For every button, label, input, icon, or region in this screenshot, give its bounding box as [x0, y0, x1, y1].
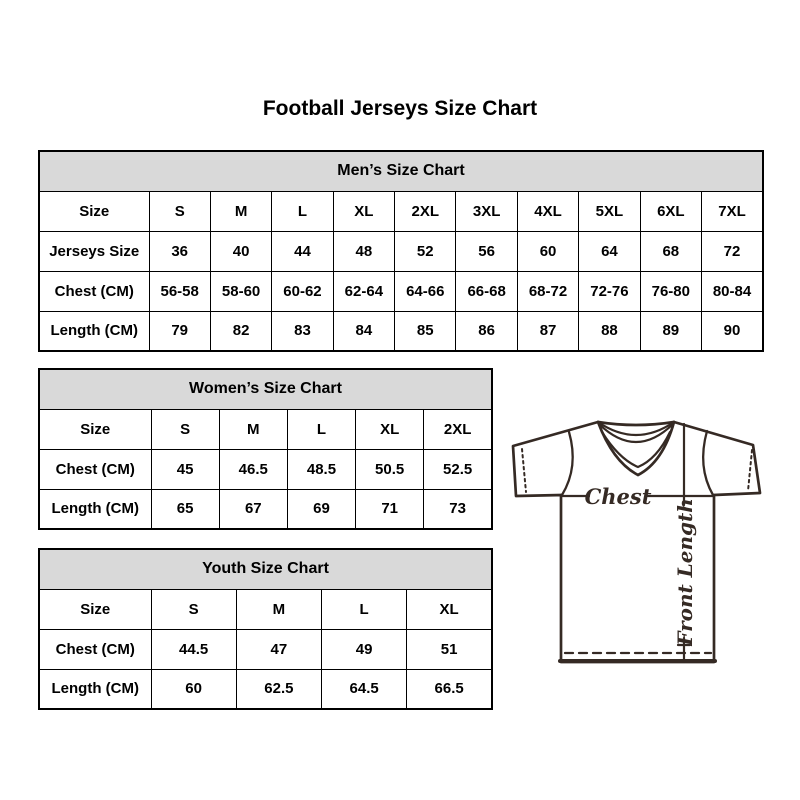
- data-cell: 60-62: [272, 271, 333, 311]
- row-label-cell: Size: [39, 589, 151, 629]
- women-table-row: [39, 409, 492, 449]
- data-cell: 65: [151, 489, 219, 529]
- data-cell: 44.5: [151, 629, 236, 669]
- left-sleeve-stitch-dotted: [522, 449, 526, 492]
- row-label-cell: Size: [39, 409, 151, 449]
- data-cell: L: [272, 191, 333, 231]
- men-table-row: [39, 231, 763, 271]
- data-cell: S: [149, 191, 210, 231]
- data-cell: XL: [407, 589, 492, 629]
- mens-size-table: [38, 150, 764, 352]
- data-cell: 45: [151, 449, 219, 489]
- row-label-cell: Size: [39, 191, 149, 231]
- data-cell: L: [322, 589, 407, 629]
- jersey-outline: [513, 422, 760, 662]
- data-cell: 72-76: [579, 271, 640, 311]
- youth-table-row: [39, 669, 492, 709]
- youth-table-header-row: [39, 549, 492, 589]
- data-cell: M: [219, 409, 287, 449]
- data-cell: 86: [456, 311, 517, 351]
- data-cell: 85: [395, 311, 456, 351]
- data-cell: 52.5: [424, 449, 492, 489]
- right-sleeve-stitch-dotted: [748, 450, 752, 491]
- right-armhole-seam: [703, 431, 713, 495]
- data-cell: 62-64: [333, 271, 394, 311]
- data-cell: 89: [640, 311, 701, 351]
- data-cell: 7XL: [702, 191, 763, 231]
- data-cell: 76-80: [640, 271, 701, 311]
- data-cell: 46.5: [219, 449, 287, 489]
- data-cell: 50.5: [356, 449, 424, 489]
- youth-table-row: [39, 589, 492, 629]
- men-table-row: [39, 271, 763, 311]
- data-cell: 60: [517, 231, 578, 271]
- data-cell: 71: [356, 489, 424, 529]
- data-cell: 82: [210, 311, 271, 351]
- data-cell: 48.5: [287, 449, 355, 489]
- data-cell: 79: [149, 311, 210, 351]
- data-cell: 51: [407, 629, 492, 669]
- page-title: Football Jerseys Size Chart: [262, 97, 538, 120]
- data-cell: XL: [356, 409, 424, 449]
- youth-size-table: [38, 548, 493, 710]
- data-cell: L: [287, 409, 355, 449]
- women-table-row: [39, 449, 492, 489]
- data-cell: 66.5: [407, 669, 492, 709]
- data-cell: S: [151, 409, 219, 449]
- left-armhole-seam: [562, 432, 573, 495]
- men-table-title: Men’s Size Chart: [39, 151, 763, 191]
- data-cell: 64.5: [322, 669, 407, 709]
- data-cell: 2XL: [424, 409, 492, 449]
- data-cell: 80-84: [702, 271, 763, 311]
- data-cell: 3XL: [456, 191, 517, 231]
- data-cell: 90: [702, 311, 763, 351]
- row-label-cell: Chest (CM): [39, 271, 149, 311]
- women-table-header-row: [39, 369, 492, 409]
- women-table-row: [39, 489, 492, 529]
- data-cell: 56: [456, 231, 517, 271]
- data-cell: 72: [702, 231, 763, 271]
- data-cell: 64-66: [395, 271, 456, 311]
- data-cell: 44: [272, 231, 333, 271]
- data-cell: 64: [579, 231, 640, 271]
- data-cell: 48: [333, 231, 394, 271]
- row-label-cell: Chest (CM): [39, 629, 151, 669]
- data-cell: 58-60: [210, 271, 271, 311]
- men-table-header-row: [39, 151, 763, 191]
- row-label-cell: Length (CM): [39, 311, 149, 351]
- data-cell: 2XL: [395, 191, 456, 231]
- data-cell: 84: [333, 311, 394, 351]
- data-cell: 60: [151, 669, 236, 709]
- data-cell: 83: [272, 311, 333, 351]
- data-cell: 66-68: [456, 271, 517, 311]
- data-cell: M: [210, 191, 271, 231]
- data-cell: 73: [424, 489, 492, 529]
- data-cell: 6XL: [640, 191, 701, 231]
- women-table-title: Women’s Size Chart: [39, 369, 492, 409]
- data-cell: 56-58: [149, 271, 210, 311]
- youth-table-row: [39, 629, 492, 669]
- row-label-cell: Jerseys Size: [39, 231, 149, 271]
- collar-band-arc-2: [599, 424, 673, 442]
- data-cell: 67: [219, 489, 287, 529]
- jersey-measurement-diagram: [503, 415, 763, 665]
- data-cell: 68: [640, 231, 701, 271]
- data-cell: 88: [579, 311, 640, 351]
- data-cell: 87: [517, 311, 578, 351]
- data-cell: 47: [236, 629, 321, 669]
- row-label-cell: Length (CM): [39, 489, 151, 529]
- row-label-cell: Chest (CM): [39, 449, 151, 489]
- data-cell: 5XL: [579, 191, 640, 231]
- front-length-label: Front Length: [673, 498, 697, 646]
- data-cell: 62.5: [236, 669, 321, 709]
- youth-table-title: Youth Size Chart: [39, 549, 492, 589]
- row-label-cell: Length (CM): [39, 669, 151, 709]
- data-cell: 4XL: [517, 191, 578, 231]
- data-cell: XL: [333, 191, 394, 231]
- data-cell: S: [151, 589, 236, 629]
- womens-size-table: [38, 368, 493, 530]
- chest-label: Chest: [584, 484, 652, 509]
- data-cell: M: [236, 589, 321, 629]
- data-cell: 40: [210, 231, 271, 271]
- data-cell: 52: [395, 231, 456, 271]
- data-cell: 49: [322, 629, 407, 669]
- data-cell: 69: [287, 489, 355, 529]
- collar-top-edge: [598, 422, 674, 425]
- data-cell: 68-72: [517, 271, 578, 311]
- men-table-row: [39, 191, 763, 231]
- men-table-row: [39, 311, 763, 351]
- data-cell: 36: [149, 231, 210, 271]
